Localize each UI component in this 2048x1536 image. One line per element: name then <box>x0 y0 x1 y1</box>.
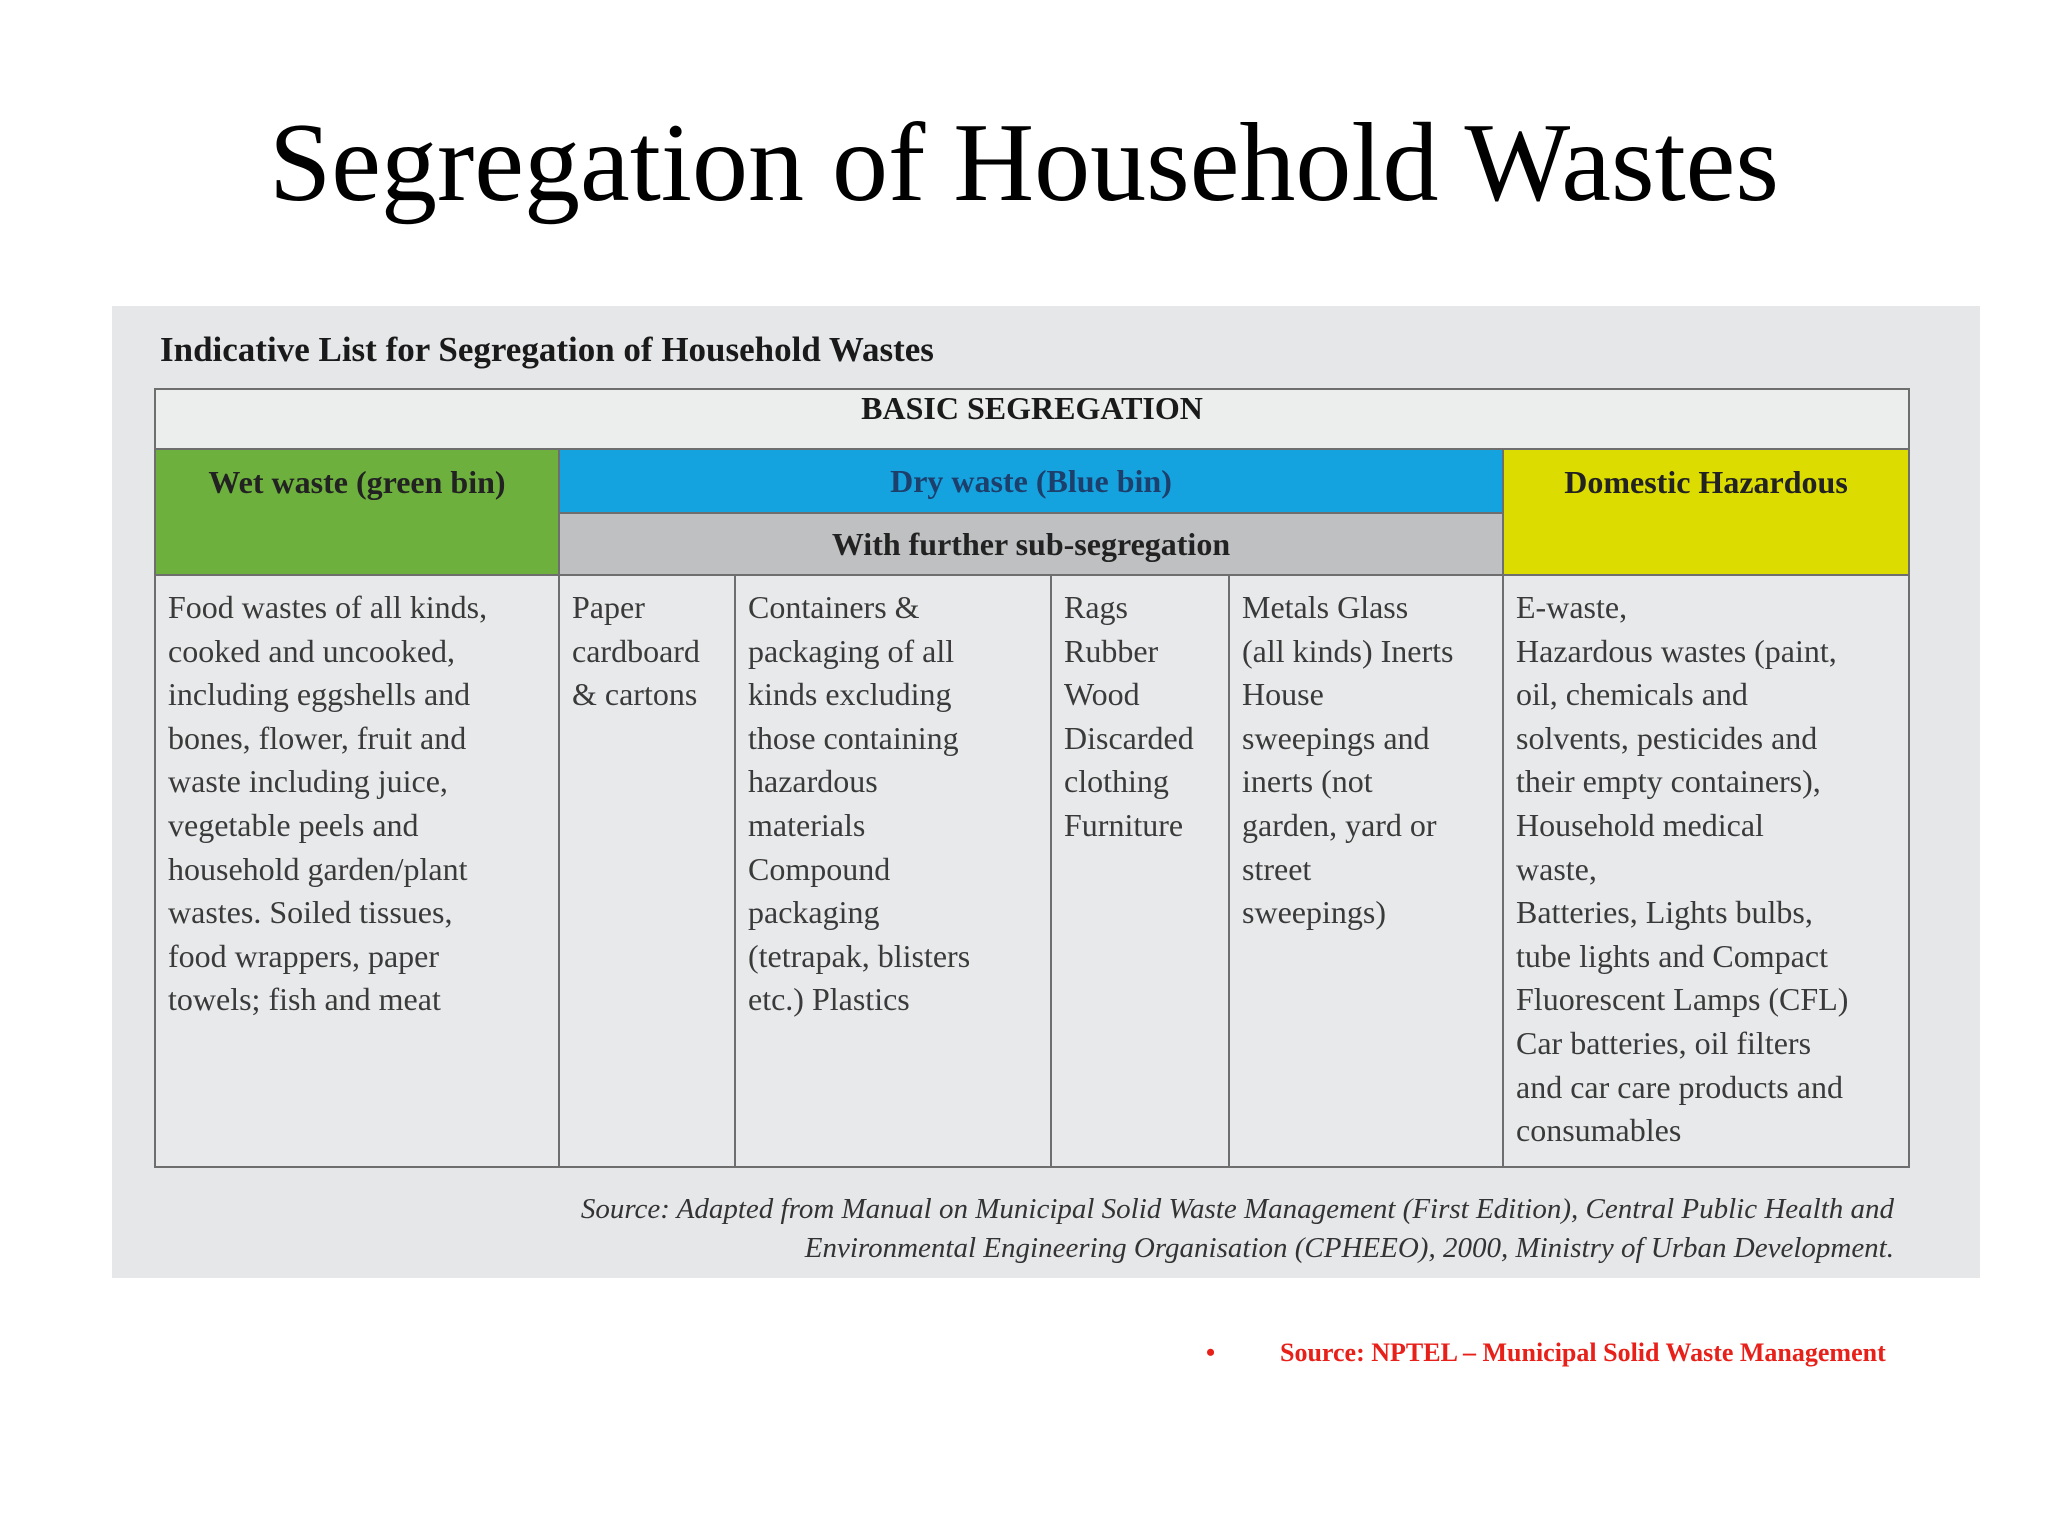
segregation-table <box>154 388 1910 1168</box>
figure-source-note: Source: Adapted from Manual on Municipal Solid Waste Management (First Edition), Central Public Health and Environmental Engineering Organisation (CPHEEO), 2000, Ministry of Urban Development. <box>580 1193 1894 1264</box>
dry-waste-header: Dry waste (Blue bin) <box>559 449 1503 513</box>
sub-segregation-header: With further sub-segregation <box>559 513 1503 575</box>
bin-header-row <box>155 449 1909 513</box>
wet-waste-items: Food wastes of all kinds, cooked and uncooked, including eggshells and bones, flower, fruit and waste including juice, vegetable peels and household garden/plant wastes. Soiled tissues, food wrappers, paper towels; fish and meat <box>155 575 559 1167</box>
wet-waste-header: Wet waste (green bin) <box>155 449 559 575</box>
footer-source-text: Source: NPTEL – Municipal Solid Waste Management <box>1280 1338 1886 1367</box>
paper-items: Paper cardboard & cartons <box>559 575 735 1167</box>
figure-caption: Indicative List for Segregation of Household Wastes <box>160 330 934 369</box>
slide-title: Segregation of Household Wastes <box>269 101 1779 225</box>
footer-source <box>1206 1335 1886 1371</box>
hazardous-header: Domestic Hazardous <box>1503 449 1909 575</box>
containers-items: Containers & packaging of all kinds excluding those containing hazardous materials Compound packaging (tetrapak, blisters etc.) Plastics <box>735 575 1051 1167</box>
segregation-figure <box>112 306 1980 1278</box>
basic-segregation-row <box>155 389 1909 449</box>
basic-segregation-header: BASIC SEGREGATION <box>155 389 1909 449</box>
items-row <box>155 575 1909 1167</box>
bullet-icon: • <box>1206 1338 1216 1367</box>
metals-glass-items: Metals Glass (all kinds) Inerts House sweepings and inerts (not garden, yard or street sweepings) <box>1229 575 1503 1167</box>
hazardous-items: E-waste, Hazardous wastes (paint, oil, chemicals and solvents, pesticides and their empty containers), Household medical waste, Batteries, Lights bulbs, tube lights and Compact Fluorescent Lamps (CFL) Car batteries, oil filters and car care products and consumables <box>1503 575 1909 1167</box>
rags-items: Rags Rubber Wood Discarded clothing Furniture <box>1051 575 1229 1167</box>
